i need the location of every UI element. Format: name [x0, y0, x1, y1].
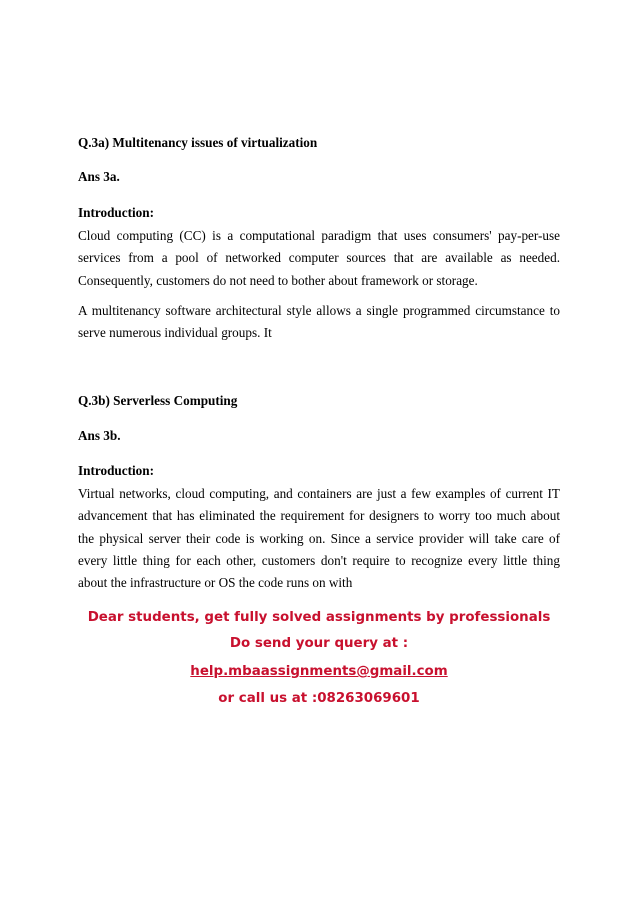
introduction-3a-heading-block — [78, 205, 560, 221]
answer-3a-label-block — [78, 169, 560, 185]
answer-3a-label: Ans 3a. — [78, 169, 120, 184]
introduction-3b-heading-block — [78, 463, 560, 479]
answer-3a-paragraph-1-block — [78, 225, 560, 292]
answer-3b-label: Ans 3b. — [78, 428, 121, 443]
promo-email-link[interactable]: help.mbaassignments@gmail.com — [190, 664, 448, 679]
promo-phone-line: or call us at :08263069601 — [218, 691, 420, 706]
answer-3b-paragraph-1-block — [78, 483, 560, 594]
answer-3a-paragraph-1: Cloud computing (CC) is a computational paradigm that uses consumers' pay-per-use services from a pool of networked computer sources that are available as needed. Consequently, customers do not need to bother about framework or storage. — [78, 228, 560, 288]
answer-3b-label-block — [78, 428, 560, 444]
question-3a-heading — [78, 135, 560, 151]
answer-3a-paragraph-2: A multitenancy software architectural style allows a single programmed circumstance to serve numerous individual groups. It — [78, 303, 560, 341]
answer-3b-paragraph-1: Virtual networks, cloud computing, and containers are just a few examples of current IT advancement that has eliminated the requirement for designers to worry too much about the physical server their code is working on. Since a service provider will take care of every little thing for each other, customers don't require to recognize every little thing about the infrastructure or OS the code runs on with — [78, 486, 560, 591]
question-3b-heading — [78, 393, 560, 409]
question-3b-text: Q.3b) Serverless Computing — [78, 393, 238, 408]
promo-line-2: Do send your query at : — [229, 636, 409, 651]
question-3a-text: Q.3a) Multitenancy issues of virtualization — [78, 135, 318, 150]
answer-3a-paragraph-2-block — [78, 300, 560, 345]
promo-line-1: Dear students, get fully solved assignments by professionals — [87, 610, 551, 625]
introduction-3b-heading: Introduction: — [78, 463, 154, 478]
introduction-3a-heading: Introduction: — [78, 205, 154, 220]
